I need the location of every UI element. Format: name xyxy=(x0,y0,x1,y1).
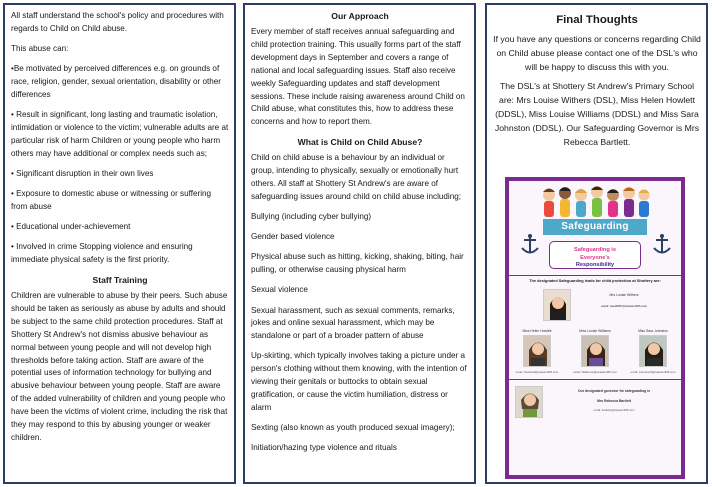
divider xyxy=(509,275,681,276)
deputy-name: Miss Helen Howlett xyxy=(522,329,552,333)
abuse-lead: This abuse can: xyxy=(11,44,69,53)
slogan-box xyxy=(549,241,641,269)
middle-panel xyxy=(243,3,476,484)
deputy-name: Miss Sara Johnston xyxy=(638,329,668,333)
deputy-photo xyxy=(639,335,667,367)
deputy-email: email: howlettH@welearn365.com xyxy=(515,370,559,374)
governor-photo xyxy=(515,386,543,418)
bullet-item: • Educational under-achievement xyxy=(11,221,131,231)
deputy-name: Miss Louise Williams xyxy=(579,329,611,333)
slogan-line: Responsibility xyxy=(575,262,615,269)
deputy-email: email: JohnstonS@welearn365.com xyxy=(630,370,676,374)
abuse-type-item: Sexting (also known as youth produced sexual imagery); xyxy=(251,423,455,433)
bullet-item: •Be motivated by perceived differences e.g. on grounds of race, religion, gender, sexual orientation, disability or other differences xyxy=(11,64,222,99)
deputy-photo xyxy=(523,335,551,367)
final-thoughts-heading: Final Thoughts xyxy=(556,14,638,26)
abuse-type-item: Sexual harassment, such as sexual comments, remarks, jokes and online sexual harassment, which may be standalone or part of a broader pattern of abuse xyxy=(251,305,455,341)
right-panel xyxy=(485,3,708,484)
slogan-line: Safeguarding is xyxy=(574,247,616,253)
staff-training-heading: Staff Training xyxy=(92,275,148,285)
school-crest-icon xyxy=(515,233,545,257)
slogan-line: Everyone's xyxy=(580,254,610,261)
bullet-item: • Significant disruption in their own lives xyxy=(11,168,154,178)
approach-heading: Our Approach xyxy=(331,11,389,21)
staff-training-text: Children are vulnerable to abuse by their peers. Such abuse should be taken as seriously as abuse by adults and should be subject to the same child protection procedures. Staff at Shottery St Andrew's not dismiss abusive behaviour as normal between young people and will not develop high thresholds before taking action. Staff are aware of the potential uses of information technology for bullying and abusive behaviour between young people. Staff are aware of the added vulnerability of children and young people who have been the victims of violent crime, including the risk that they may respond to this by abusing younger or weaker children. xyxy=(11,291,228,442)
governor-intro: Our designated governor for safeguarding is xyxy=(578,389,650,393)
governor-email: email: bartlettr@welearn365.com xyxy=(593,408,635,412)
abuse-type-item: Up-skirting, which typically involves taking a picture under a person's clothing without them knowing, with the intention of viewing their genitals or buttocks to obtain sexual gratification, or cause the victim humiliation, distress or alarm xyxy=(251,351,467,413)
what-intro: Child on child abuse is a behaviour by an individual or group, intending to physically, sexually or emotionally hurt others. All staff at Shottery St Andrew's are aware of safeguarding issues around child on child abuse including; xyxy=(251,153,462,202)
deputy-photo xyxy=(581,335,609,367)
bullet-item: • Involved in crime Stopping violence and ensuring immediate physical safety is the first priority. xyxy=(11,242,193,264)
left-panel xyxy=(3,3,236,484)
approach-text: Every member of staff receives annual safeguarding and child protection training. This usually forms part of the staff development days in September and covers a range of national and local safeguarding issues. Staff also receive weekly Safeguarding updates and staff development sessions. These include raising awareness around Child on Child abuse, what constitutes this, how to address these concerns and how to report them. xyxy=(251,27,465,127)
abuse-type-item: Sexual violence xyxy=(251,285,308,295)
dsl-list-text: The DSL's at Shottery St Andrew's Primary School are: Mrs Louise Withers (DSL), Miss Helen Howlett (DDSL), Miss Louise Williams (DDSL) and Miss Sara Johnston (DDSL). Our Safeguarding Governor is Mrs Rebecca Bartlett. xyxy=(494,81,700,147)
poster-intro: The designated Safeguarding leads for child protection at Shottery are: xyxy=(529,278,661,283)
intro-text: All staff understand the school's policy and procedures with regards to Child on Child abuse. xyxy=(11,11,224,33)
children-illustration-icon xyxy=(539,183,651,219)
bullet-item: • Exposure to domestic abuse or witnessing or suffering from abuse xyxy=(11,188,212,211)
abuse-type-item: Physical abuse such as hitting, kicking, shaking, biting, hair pulling, or otherwise causing physical harm xyxy=(251,252,464,275)
dsl-photo xyxy=(543,289,571,321)
abuse-type-item: Initiation/hazing type violence and rituals xyxy=(251,443,397,453)
abuse-type-item: Bullying (including cyber bullying) xyxy=(251,212,372,222)
lead-dsl-name: Mrs Louise Withers xyxy=(609,293,639,297)
school-crest-icon xyxy=(647,233,677,257)
governor-name: Mrs Rebecca Bartlett xyxy=(597,399,631,403)
abuse-type-item: Gender based violence xyxy=(251,232,335,242)
final-thoughts-text: If you have any questions or concerns regarding Child on Child abuse please contact one of the DSL's who will be happy to discuss this with you. xyxy=(493,34,701,72)
what-heading: What is Child on Child Abuse? xyxy=(297,137,423,148)
lead-dsl-email: email: head3057@welearn365.com xyxy=(601,304,647,308)
bullet-item: • Result in significant, long lasting and traumatic isolation, intimidation or violence to the victim; vulnerable adults are at particular risk of harm Children or young people who harm others may have additional or complex needs such as; xyxy=(11,110,229,158)
divider xyxy=(509,379,681,380)
safeguarding-banner: Safeguarding xyxy=(543,219,647,235)
deputy-email: email: WilliamsL@welearn365.com xyxy=(573,370,617,374)
safeguarding-poster xyxy=(505,177,685,479)
